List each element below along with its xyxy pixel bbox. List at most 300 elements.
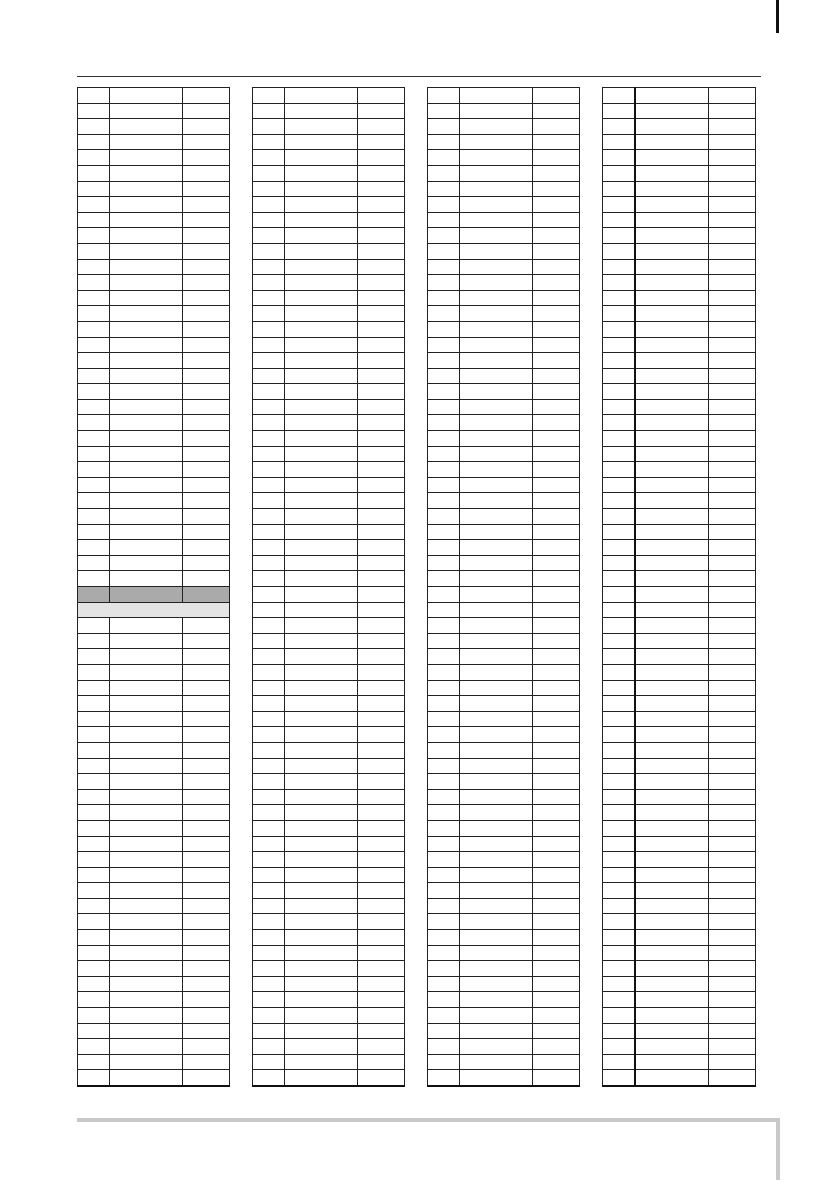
- table-cell: [183, 228, 230, 244]
- table-cell: [78, 898, 110, 914]
- table-row: [253, 134, 405, 150]
- table-cell: [285, 119, 358, 135]
- table-cell: [603, 212, 636, 228]
- table-cell: [358, 431, 405, 447]
- table-cell: [183, 680, 230, 696]
- table-cell: [603, 446, 636, 462]
- table-row: [78, 524, 230, 540]
- table-cell: [635, 243, 709, 259]
- table-cell: [428, 321, 460, 337]
- table-row: [603, 415, 756, 431]
- table-cell: [285, 852, 358, 868]
- table-row: [603, 88, 756, 104]
- table-cell: [428, 509, 460, 525]
- table-cell: [709, 992, 756, 1008]
- table-cell: [709, 509, 756, 525]
- table-cell: [460, 540, 533, 556]
- table-cell: [78, 945, 110, 961]
- table-cell: [635, 446, 709, 462]
- table-row: [78, 696, 230, 712]
- table-cell: [285, 1070, 358, 1086]
- table-cell: [183, 275, 230, 291]
- table-cell: [709, 758, 756, 774]
- table-row: [428, 477, 580, 493]
- table-cell: [603, 867, 636, 883]
- table-row: [428, 228, 580, 244]
- table-cell: [358, 415, 405, 431]
- table-cell: [709, 212, 756, 228]
- table-cell: [253, 633, 285, 649]
- table-row: [78, 727, 230, 743]
- table-cell: [635, 431, 709, 447]
- table-row: [253, 867, 405, 883]
- table-cell: [285, 103, 358, 119]
- table-cell: [533, 789, 580, 805]
- table-cell: [253, 306, 285, 322]
- table-cell: [285, 321, 358, 337]
- table-cell: [183, 415, 230, 431]
- table-row: [428, 961, 580, 977]
- table-cell: [709, 431, 756, 447]
- table-cell: [253, 711, 285, 727]
- table-cell: [603, 602, 636, 618]
- table-cell: [285, 696, 358, 712]
- table-cell: [460, 431, 533, 447]
- table-cell: [183, 306, 230, 322]
- table-cell: [635, 212, 709, 228]
- table-cell: [110, 1008, 183, 1024]
- table-cell: [428, 805, 460, 821]
- table-cell: [709, 727, 756, 743]
- table-row: [428, 446, 580, 462]
- table-cell: [428, 212, 460, 228]
- table-cell: [709, 165, 756, 181]
- table-cell: [253, 1054, 285, 1070]
- table-cell: [635, 353, 709, 369]
- table-row: [78, 789, 230, 805]
- table-cell: [285, 680, 358, 696]
- table-cell: [709, 836, 756, 852]
- table-cell: [428, 446, 460, 462]
- table-cell: [428, 618, 460, 634]
- table-cell: [603, 742, 636, 758]
- table-row: [428, 742, 580, 758]
- table-row: [428, 587, 580, 603]
- table-cell: [358, 633, 405, 649]
- table-cell: [253, 742, 285, 758]
- table-cell: [428, 290, 460, 306]
- table-cell: [460, 992, 533, 1008]
- table-row: [428, 883, 580, 899]
- table-cell: [358, 774, 405, 790]
- table-row: [428, 540, 580, 556]
- table-cell: [183, 649, 230, 665]
- table-cell: [635, 992, 709, 1008]
- table-cell: [78, 477, 110, 493]
- table-cell: [358, 711, 405, 727]
- table-cell: [183, 618, 230, 634]
- table-cell: [358, 992, 405, 1008]
- table-row: [78, 431, 230, 447]
- table-cell: [110, 197, 183, 213]
- table-cell: [110, 836, 183, 852]
- table-cell: [285, 134, 358, 150]
- table-row: [78, 477, 230, 493]
- table-cell: [428, 898, 460, 914]
- table-row: [603, 587, 756, 603]
- table-cell: [358, 898, 405, 914]
- table-cell: [603, 134, 636, 150]
- table-cell: [253, 696, 285, 712]
- table-cell: [603, 462, 636, 478]
- table-cell: [358, 181, 405, 197]
- table-cell: [183, 976, 230, 992]
- table-cell: [78, 664, 110, 680]
- table-cell: [428, 680, 460, 696]
- table-cell: [358, 945, 405, 961]
- table-cell: [603, 509, 636, 525]
- table-row: [253, 212, 405, 228]
- table-cell: [183, 852, 230, 868]
- table-cell: [110, 134, 183, 150]
- table-row: [253, 415, 405, 431]
- table-row: [78, 446, 230, 462]
- table-cell: [533, 914, 580, 930]
- table-cell: [460, 664, 533, 680]
- table-cell: [460, 1054, 533, 1070]
- table-cell: [285, 649, 358, 665]
- table-cell: [358, 852, 405, 868]
- table-cell: [709, 462, 756, 478]
- table-cell: [428, 493, 460, 509]
- table-cell: [110, 961, 183, 977]
- table-cell: [78, 961, 110, 977]
- footer-bar: [77, 1118, 780, 1122]
- table-cell: [428, 353, 460, 369]
- table-cell: [183, 431, 230, 447]
- table-cell: [253, 680, 285, 696]
- table-cell: [603, 945, 636, 961]
- table-cell: [253, 540, 285, 556]
- table-cell: [110, 462, 183, 478]
- table-row: [428, 415, 580, 431]
- table-cell: [358, 1039, 405, 1055]
- table-cell: [533, 384, 580, 400]
- table-cell: [460, 212, 533, 228]
- table-cell: [428, 119, 460, 135]
- table-row: [78, 399, 230, 415]
- table-cell: [285, 914, 358, 930]
- table-cell: [183, 587, 230, 603]
- table-cell: [183, 555, 230, 571]
- table-cell: [78, 462, 110, 478]
- table-cell: [635, 368, 709, 384]
- table-row: [428, 836, 580, 852]
- table-cell: [635, 1070, 709, 1086]
- table-cell: [78, 306, 110, 322]
- table-cell: [78, 789, 110, 805]
- table-cell: [709, 1008, 756, 1024]
- table-cell: [460, 742, 533, 758]
- table-row: [253, 820, 405, 836]
- table-row: [428, 664, 580, 680]
- table-cell: [183, 337, 230, 353]
- table-cell: [428, 633, 460, 649]
- table-cell: [635, 774, 709, 790]
- table-cell: [253, 789, 285, 805]
- table-cell: [183, 243, 230, 259]
- table-row: [78, 462, 230, 478]
- table-row: [603, 976, 756, 992]
- table-cell: [603, 898, 636, 914]
- table-cell: [709, 290, 756, 306]
- table-row: [428, 696, 580, 712]
- table-cell: [358, 477, 405, 493]
- table-cell: [183, 165, 230, 181]
- table-cell: [183, 212, 230, 228]
- table-cell: [428, 774, 460, 790]
- table-cell: [253, 134, 285, 150]
- table-row: [603, 228, 756, 244]
- table-cell: [635, 88, 709, 104]
- table-row: [78, 664, 230, 680]
- table-row: [78, 540, 230, 556]
- table-cell: [358, 306, 405, 322]
- table-cell: [460, 150, 533, 166]
- table-cell: [358, 696, 405, 712]
- table-cell: [110, 711, 183, 727]
- table-cell: [460, 1023, 533, 1039]
- table-row: [253, 540, 405, 556]
- table-cell: [603, 727, 636, 743]
- table-cell: [428, 228, 460, 244]
- table-cell: [635, 275, 709, 291]
- table-cell: [709, 602, 756, 618]
- table-row: [603, 571, 756, 587]
- table-cell: [110, 493, 183, 509]
- table-row: [603, 602, 756, 618]
- table-row: [253, 431, 405, 447]
- table-cell: [78, 711, 110, 727]
- table-cell: [110, 119, 183, 135]
- table-cell: [358, 509, 405, 525]
- table-cell: [533, 540, 580, 556]
- table-cell: [635, 852, 709, 868]
- table-cell: [533, 509, 580, 525]
- table-row: [428, 306, 580, 322]
- table-cell: [110, 509, 183, 525]
- table-cell: [110, 680, 183, 696]
- table-cell: [460, 618, 533, 634]
- table-row: [428, 368, 580, 384]
- table-col-4: [602, 87, 756, 1087]
- table-cell: [635, 134, 709, 150]
- table-row: [603, 275, 756, 291]
- table-cell: [635, 1039, 709, 1055]
- table-cell: [460, 571, 533, 587]
- table-cell: [183, 384, 230, 400]
- table-row: [603, 259, 756, 275]
- table-cell: [460, 243, 533, 259]
- table-cell: [285, 992, 358, 1008]
- table-cell: [253, 446, 285, 462]
- table-cell: [603, 243, 636, 259]
- table-cell: [110, 555, 183, 571]
- table-cell: [603, 399, 636, 415]
- table-cell: [603, 88, 636, 104]
- table-cell: [78, 727, 110, 743]
- table-cell: [285, 415, 358, 431]
- table-cell: [709, 540, 756, 556]
- table-row: [603, 165, 756, 181]
- table-cell: [285, 945, 358, 961]
- table-row: [253, 353, 405, 369]
- table-cell: [428, 992, 460, 1008]
- table-row: [253, 446, 405, 462]
- table-cell: [183, 150, 230, 166]
- table-cell: [428, 758, 460, 774]
- table-cell: [253, 150, 285, 166]
- table-cell: [183, 820, 230, 836]
- table-row: [428, 867, 580, 883]
- table-cell: [285, 524, 358, 540]
- table-cell: [428, 602, 460, 618]
- table-cell: [358, 602, 405, 618]
- table-cell: [78, 259, 110, 275]
- table-cell: [285, 384, 358, 400]
- table-cell: [110, 805, 183, 821]
- table-cell: [358, 930, 405, 946]
- table-cell: [603, 306, 636, 322]
- table-cell: [78, 1023, 110, 1039]
- table-cell: [428, 649, 460, 665]
- table-cell: [533, 197, 580, 213]
- table-row: [78, 103, 230, 119]
- table-row: [428, 555, 580, 571]
- table-cell: [253, 976, 285, 992]
- table-cell: [533, 275, 580, 291]
- table-cell: [358, 867, 405, 883]
- table-row: [78, 742, 230, 758]
- table-cell: [183, 493, 230, 509]
- table-cell: [78, 103, 110, 119]
- table-cell: [460, 524, 533, 540]
- table-row: [428, 337, 580, 353]
- table-cell: [110, 587, 183, 603]
- table-row: [603, 197, 756, 213]
- table-row: [78, 197, 230, 213]
- table-row: [603, 384, 756, 400]
- table-cell: [78, 571, 110, 587]
- table-cell: [635, 587, 709, 603]
- table-cell: [253, 664, 285, 680]
- table-cell: [460, 852, 533, 868]
- table-cell: [183, 571, 230, 587]
- table-row: [603, 618, 756, 634]
- table-cell: [533, 165, 580, 181]
- table-cell: [110, 618, 183, 634]
- table-row: [78, 275, 230, 291]
- table-row: [603, 306, 756, 322]
- table-row: [78, 805, 230, 821]
- table-cell: [78, 852, 110, 868]
- table-row: [78, 165, 230, 181]
- table-cell: [460, 88, 533, 104]
- table-cell: [533, 696, 580, 712]
- table-cell: [285, 602, 358, 618]
- table-row: [428, 181, 580, 197]
- table-cell: [635, 571, 709, 587]
- table-cell: [603, 431, 636, 447]
- table-cell: [635, 820, 709, 836]
- table-cell: [709, 930, 756, 946]
- table-cell: [285, 867, 358, 883]
- table-cell: [533, 898, 580, 914]
- table-cell: [709, 587, 756, 603]
- table-row: [603, 711, 756, 727]
- table-cell: [78, 976, 110, 992]
- table-cell: [358, 883, 405, 899]
- table-row: [603, 1008, 756, 1024]
- table-cell: [285, 587, 358, 603]
- table-row: [253, 259, 405, 275]
- table-cell: [709, 805, 756, 821]
- table-row: [603, 181, 756, 197]
- table-row: [78, 212, 230, 228]
- table-row: [78, 509, 230, 525]
- table-cell: [709, 852, 756, 868]
- table-cell: [428, 867, 460, 883]
- table-row: [603, 836, 756, 852]
- table-cell: [78, 399, 110, 415]
- table-row: [253, 524, 405, 540]
- table-cell: [460, 134, 533, 150]
- table-cell: [253, 1023, 285, 1039]
- table-cell: [253, 337, 285, 353]
- table-cell: [635, 103, 709, 119]
- table-cell: [635, 540, 709, 556]
- table-cell: [603, 384, 636, 400]
- table-cell: [603, 664, 636, 680]
- table-row: [428, 259, 580, 275]
- table-cell: [285, 961, 358, 977]
- table-cell: [603, 680, 636, 696]
- table-cell: [428, 243, 460, 259]
- table-cell: [635, 150, 709, 166]
- table-cell: [110, 571, 183, 587]
- table-cell: [635, 602, 709, 618]
- table-cell: [110, 181, 183, 197]
- table-cell: [253, 399, 285, 415]
- table-cell: [358, 1023, 405, 1039]
- table-cell: [635, 337, 709, 353]
- table-cell: [183, 867, 230, 883]
- table-row: [253, 165, 405, 181]
- table-cell: [358, 243, 405, 259]
- table-row: [603, 150, 756, 166]
- table-cell: [635, 898, 709, 914]
- table-cell: [285, 820, 358, 836]
- table-row: [603, 243, 756, 259]
- table-row: [603, 664, 756, 680]
- table-cell: [78, 228, 110, 244]
- table-cell: [358, 587, 405, 603]
- table-cell: [709, 446, 756, 462]
- table-cell: [428, 337, 460, 353]
- table-row: [603, 805, 756, 821]
- table-cell: [78, 1039, 110, 1055]
- table-cell: [603, 696, 636, 712]
